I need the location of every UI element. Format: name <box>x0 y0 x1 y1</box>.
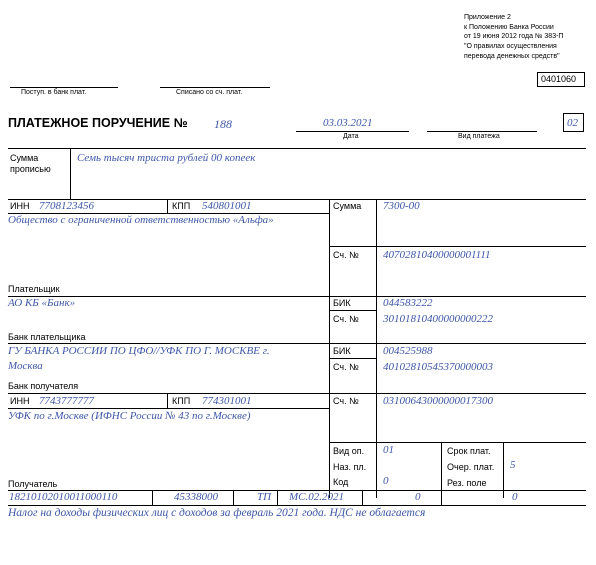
payee-corr-label: Сч. № <box>333 362 359 372</box>
grid-vline-amount-words <box>70 148 71 199</box>
payment-type-line <box>427 131 537 132</box>
grid-vline-tax-4 <box>362 490 363 505</box>
payer-account: 40702810400000001111 <box>383 249 491 261</box>
grid-line-inn <box>8 199 586 200</box>
appendix-line-5: перевода денежных средств" <box>464 53 560 60</box>
tax-period: МС.02.2021 <box>289 491 344 503</box>
debited-line <box>160 87 270 88</box>
op-code-label: Код <box>333 477 349 487</box>
grid-line-bik-2 <box>329 358 376 359</box>
payer-inn: 7708123456 <box>39 200 94 212</box>
date-line <box>296 131 409 132</box>
grid-vline-main-left <box>329 199 330 498</box>
payee-kpp-label: КПП <box>172 396 191 406</box>
debited-label: Списано со сч. плат. <box>176 89 243 96</box>
grid-line-top <box>8 148 586 149</box>
payee-bank-label: Банк получателя <box>8 381 79 391</box>
op-type: 01 <box>383 444 394 456</box>
op-code: 0 <box>383 475 389 487</box>
amount-words-label-1: Сумма <box>10 153 39 163</box>
op-order-label: Очер. плат. <box>447 462 495 472</box>
tax-oktmo: 45338000 <box>174 491 218 503</box>
tax-basis: ТП <box>257 491 272 503</box>
payee-bik: 004525988 <box>383 345 433 357</box>
status-code: 02 <box>567 117 578 129</box>
received-line <box>10 87 118 88</box>
amount-value: 7300-00 <box>383 200 420 212</box>
payer-corr-label: Сч. № <box>333 314 359 324</box>
payee-bank-name-2: Москва <box>8 360 43 372</box>
payer-corr: 30101810400000000222 <box>383 313 493 325</box>
grid-vline-tax-3 <box>277 490 278 505</box>
grid-line-payer-bank <box>8 296 586 297</box>
op-type-label: Вид оп. <box>333 446 365 456</box>
grid-line-op <box>329 442 586 443</box>
payee-bank-name-1: ГУ БАНКА РОССИИ ПО ЦФО//УФК ПО Г. МОСКВЕ г. <box>8 345 270 357</box>
grid-vline-tax-5 <box>441 490 442 505</box>
payer-kpp: 540801001 <box>202 200 252 212</box>
tax-kbk: 18210102010011000110 <box>9 491 118 503</box>
form-code: 0401060 <box>541 74 577 84</box>
payment-purpose: Налог на доходы физических лиц с доходов за февраль 2021 года. НДС не облагается <box>8 507 426 519</box>
date-label: Дата <box>343 133 359 140</box>
payee-kpp: 774301001 <box>202 395 252 407</box>
received-label: Поступ. в банк плат. <box>21 89 87 96</box>
payer-bik-label: БИК <box>333 298 351 308</box>
grid-line-payee <box>8 393 586 394</box>
appendix-line-4: "О правилах осуществления <box>464 43 557 50</box>
amount-label: Сумма <box>333 201 362 211</box>
grid-vline-tax-1 <box>152 490 153 505</box>
appendix-line-1: Приложение 2 <box>464 14 511 21</box>
tax-doc-date: 0 <box>512 491 518 503</box>
form-code-box <box>537 72 585 87</box>
tax-doc-number: 0 <box>415 491 421 503</box>
amount-words-value: Семь тысяч триста рублей 00 копеек <box>77 152 256 164</box>
grid-vline-inn-kpp <box>167 199 168 213</box>
payer-label: Плательщик <box>8 284 60 294</box>
grid-vline-payee-inn-kpp <box>167 393 168 408</box>
op-purpose-label: Наз. пл. <box>333 462 367 472</box>
payer-account-label: Сч. № <box>333 250 359 260</box>
amount-words-label-2: прописью <box>10 164 51 174</box>
document-number: 188 <box>214 117 232 131</box>
payee-inn-label: ИНН <box>10 396 30 406</box>
payee-account-label: Сч. № <box>333 396 359 406</box>
grid-line-payee-inn-bottom <box>8 408 329 409</box>
payer-bank-name: АО КБ «Банк» <box>8 297 76 309</box>
op-reserve-label: Рез. поле <box>447 478 487 488</box>
appendix-line-3: от 19 июня 2012 года № 383-П <box>464 33 564 40</box>
payee-inn: 7743777777 <box>39 395 94 407</box>
payer-bank-label: Банк плательщика <box>8 332 86 342</box>
payee-label: Получатель <box>8 479 58 489</box>
document-date: 03.03.2021 <box>323 117 373 129</box>
document-title: ПЛАТЕЖНОЕ ПОРУЧЕНИЕ № <box>8 116 188 130</box>
payer-name: Общество с ограниченной ответственностью «Альфа» <box>8 214 274 226</box>
appendix-line-2: к Положению Банка России <box>464 24 554 31</box>
payer-kpp-label: КПП <box>172 201 191 211</box>
grid-line-bik-1 <box>329 310 376 311</box>
status-box <box>563 113 584 132</box>
payee-corr: 40102810545370000003 <box>383 361 493 373</box>
payer-inn-label: ИНН <box>10 201 30 211</box>
grid-vline-tax-2 <box>233 490 234 505</box>
payee-account: 03100643000000017300 <box>383 395 493 407</box>
op-order: 5 <box>510 459 516 471</box>
payer-bik: 044583222 <box>383 297 433 309</box>
grid-line-tax-bottom <box>8 505 586 506</box>
grid-line-payer-account <box>329 246 586 247</box>
grid-vline-main-right <box>376 199 377 498</box>
payment-type-label: Вид платежа <box>458 133 500 140</box>
payee-name: УФК по г.Москве (ИФНС России № 43 по г.Москве) <box>8 410 251 422</box>
payee-bik-label: БИК <box>333 346 351 356</box>
op-term-label: Срок плат. <box>447 446 491 456</box>
grid-line-payee-bank <box>8 343 586 344</box>
